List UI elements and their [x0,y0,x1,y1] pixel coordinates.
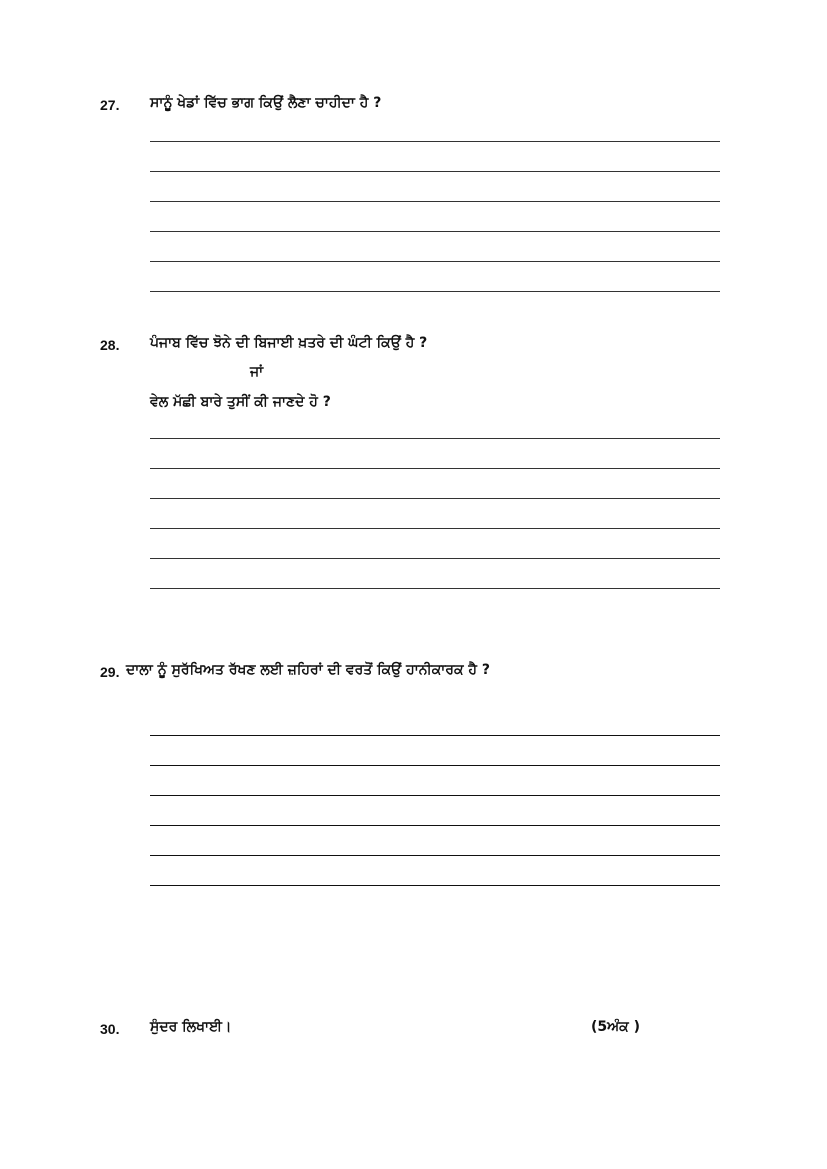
question-text: ਦਾਲਾ ਨੂੰ ਸੁਰੱਖਿਅਤ ਰੱਖਣ ਲਈ ਜ਼ਹਿਰਾਂ ਦੀ ਵਰਤੋਂ ਕਿਉਂ ਹਾਨੀਕਾਰਕ ਹੈ ? [126,662,490,678]
answer-line[interactable] [150,291,720,292]
answer-line[interactable] [150,588,720,589]
question-number: 27. [100,97,120,113]
question-text: ਸਾਨੂੰ ਖੇਡਾਂ ਵਿੱਚ ਭਾਗ ਕਿਉਂ ਲੈਣਾ ਚਾਹੀਦਾ ਹੈ ? [150,95,382,111]
answer-line[interactable] [150,885,720,886]
answer-line[interactable] [150,201,720,202]
answer-line[interactable] [150,528,720,529]
question-text: ਸੁੰਦਰ ਲਿਖਾਈ। [150,1019,232,1035]
or-separator: ਜਾਂ [250,364,264,380]
question-text: ਪੰਜਾਬ ਵਿੱਚ ਝੋਨੇ ਦੀ ਬਿਜਾਈ ਖ਼ਤਰੇ ਦੀ ਘੰਟੀ ਕਿਉਂ ਹੈ ? [150,335,428,351]
answer-line[interactable] [150,261,720,262]
answer-line[interactable] [150,735,720,736]
answer-line[interactable] [150,558,720,559]
answer-line[interactable] [150,141,720,142]
answer-line[interactable] [150,438,720,439]
marks-label: (5ਅੰਕ ) [591,1019,641,1035]
answer-line[interactable] [150,231,720,232]
answer-line[interactable] [150,795,720,796]
question-number: 29. [100,664,120,680]
answer-line[interactable] [150,765,720,766]
question-number: 28. [100,337,120,353]
answer-line[interactable] [150,825,720,826]
answer-line[interactable] [150,171,720,172]
question-number: 30. [100,1021,120,1037]
answer-line[interactable] [150,855,720,856]
alternate-question-text: ਵੇਲ ਮੱਛੀ ਬਾਰੇ ਤੁਸੀਂ ਕੀ ਜਾਣਦੇ ਹੋ ? [150,394,331,410]
answer-line[interactable] [150,468,720,469]
answer-line[interactable] [150,498,720,499]
